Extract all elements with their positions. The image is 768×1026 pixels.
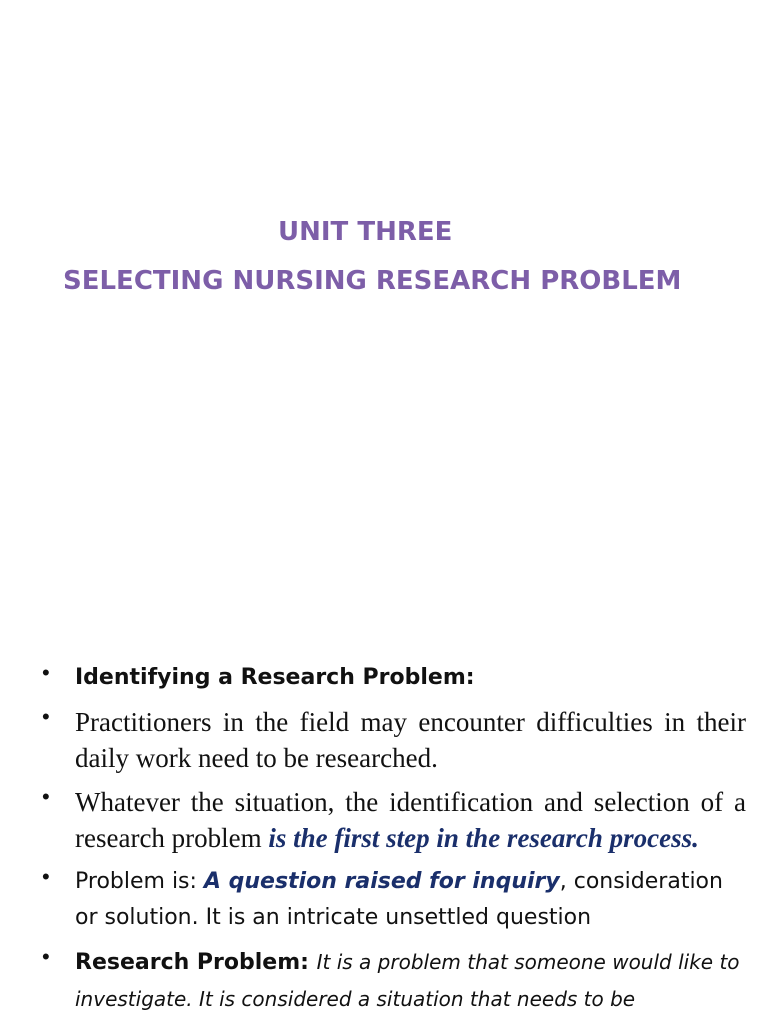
bullet-text-rest: , consideration or solution. It is an intricate unsettled question [75,869,723,930]
bullet-text-rest: It is a problem that someone would like to investigate. It is considered a situation that needs to be [75,950,740,1011]
page-title-main: SELECTING NURSING RESEARCH PROBLEM [63,266,682,296]
bullet-text [75,944,746,1018]
list-item [42,944,746,1018]
bullet-text [75,864,746,936]
list-item [42,660,746,696]
bullet-icon: • [42,660,50,685]
bullet-icon: • [42,864,50,889]
bullet-icon: • [42,704,50,729]
bullet-text-plain: Whatever the situation, the identification and selection of a research problem [75,787,746,853]
page-title-unit: UNIT THREE [278,217,453,247]
bullet-text: Practitioners in the field may encounter difficulties in their daily work need to be researched. [75,707,746,773]
bullet-text-emphasis: A question raised for inquiry [203,869,560,894]
list-item [42,784,746,856]
list-item [42,864,746,936]
bullet-text: Identifying a Research Problem: [75,665,475,690]
list-item [42,704,746,776]
bullet-text-lead: Research Problem: [75,950,317,975]
bullet-text-lead: Problem is: [75,869,204,894]
bullet-icon: • [42,944,50,969]
bullet-text-emphasis: is the first step in the research process. [268,823,699,853]
bullet-list [42,660,746,1026]
bullet-icon: • [42,784,50,809]
bullet-text [75,784,746,856]
